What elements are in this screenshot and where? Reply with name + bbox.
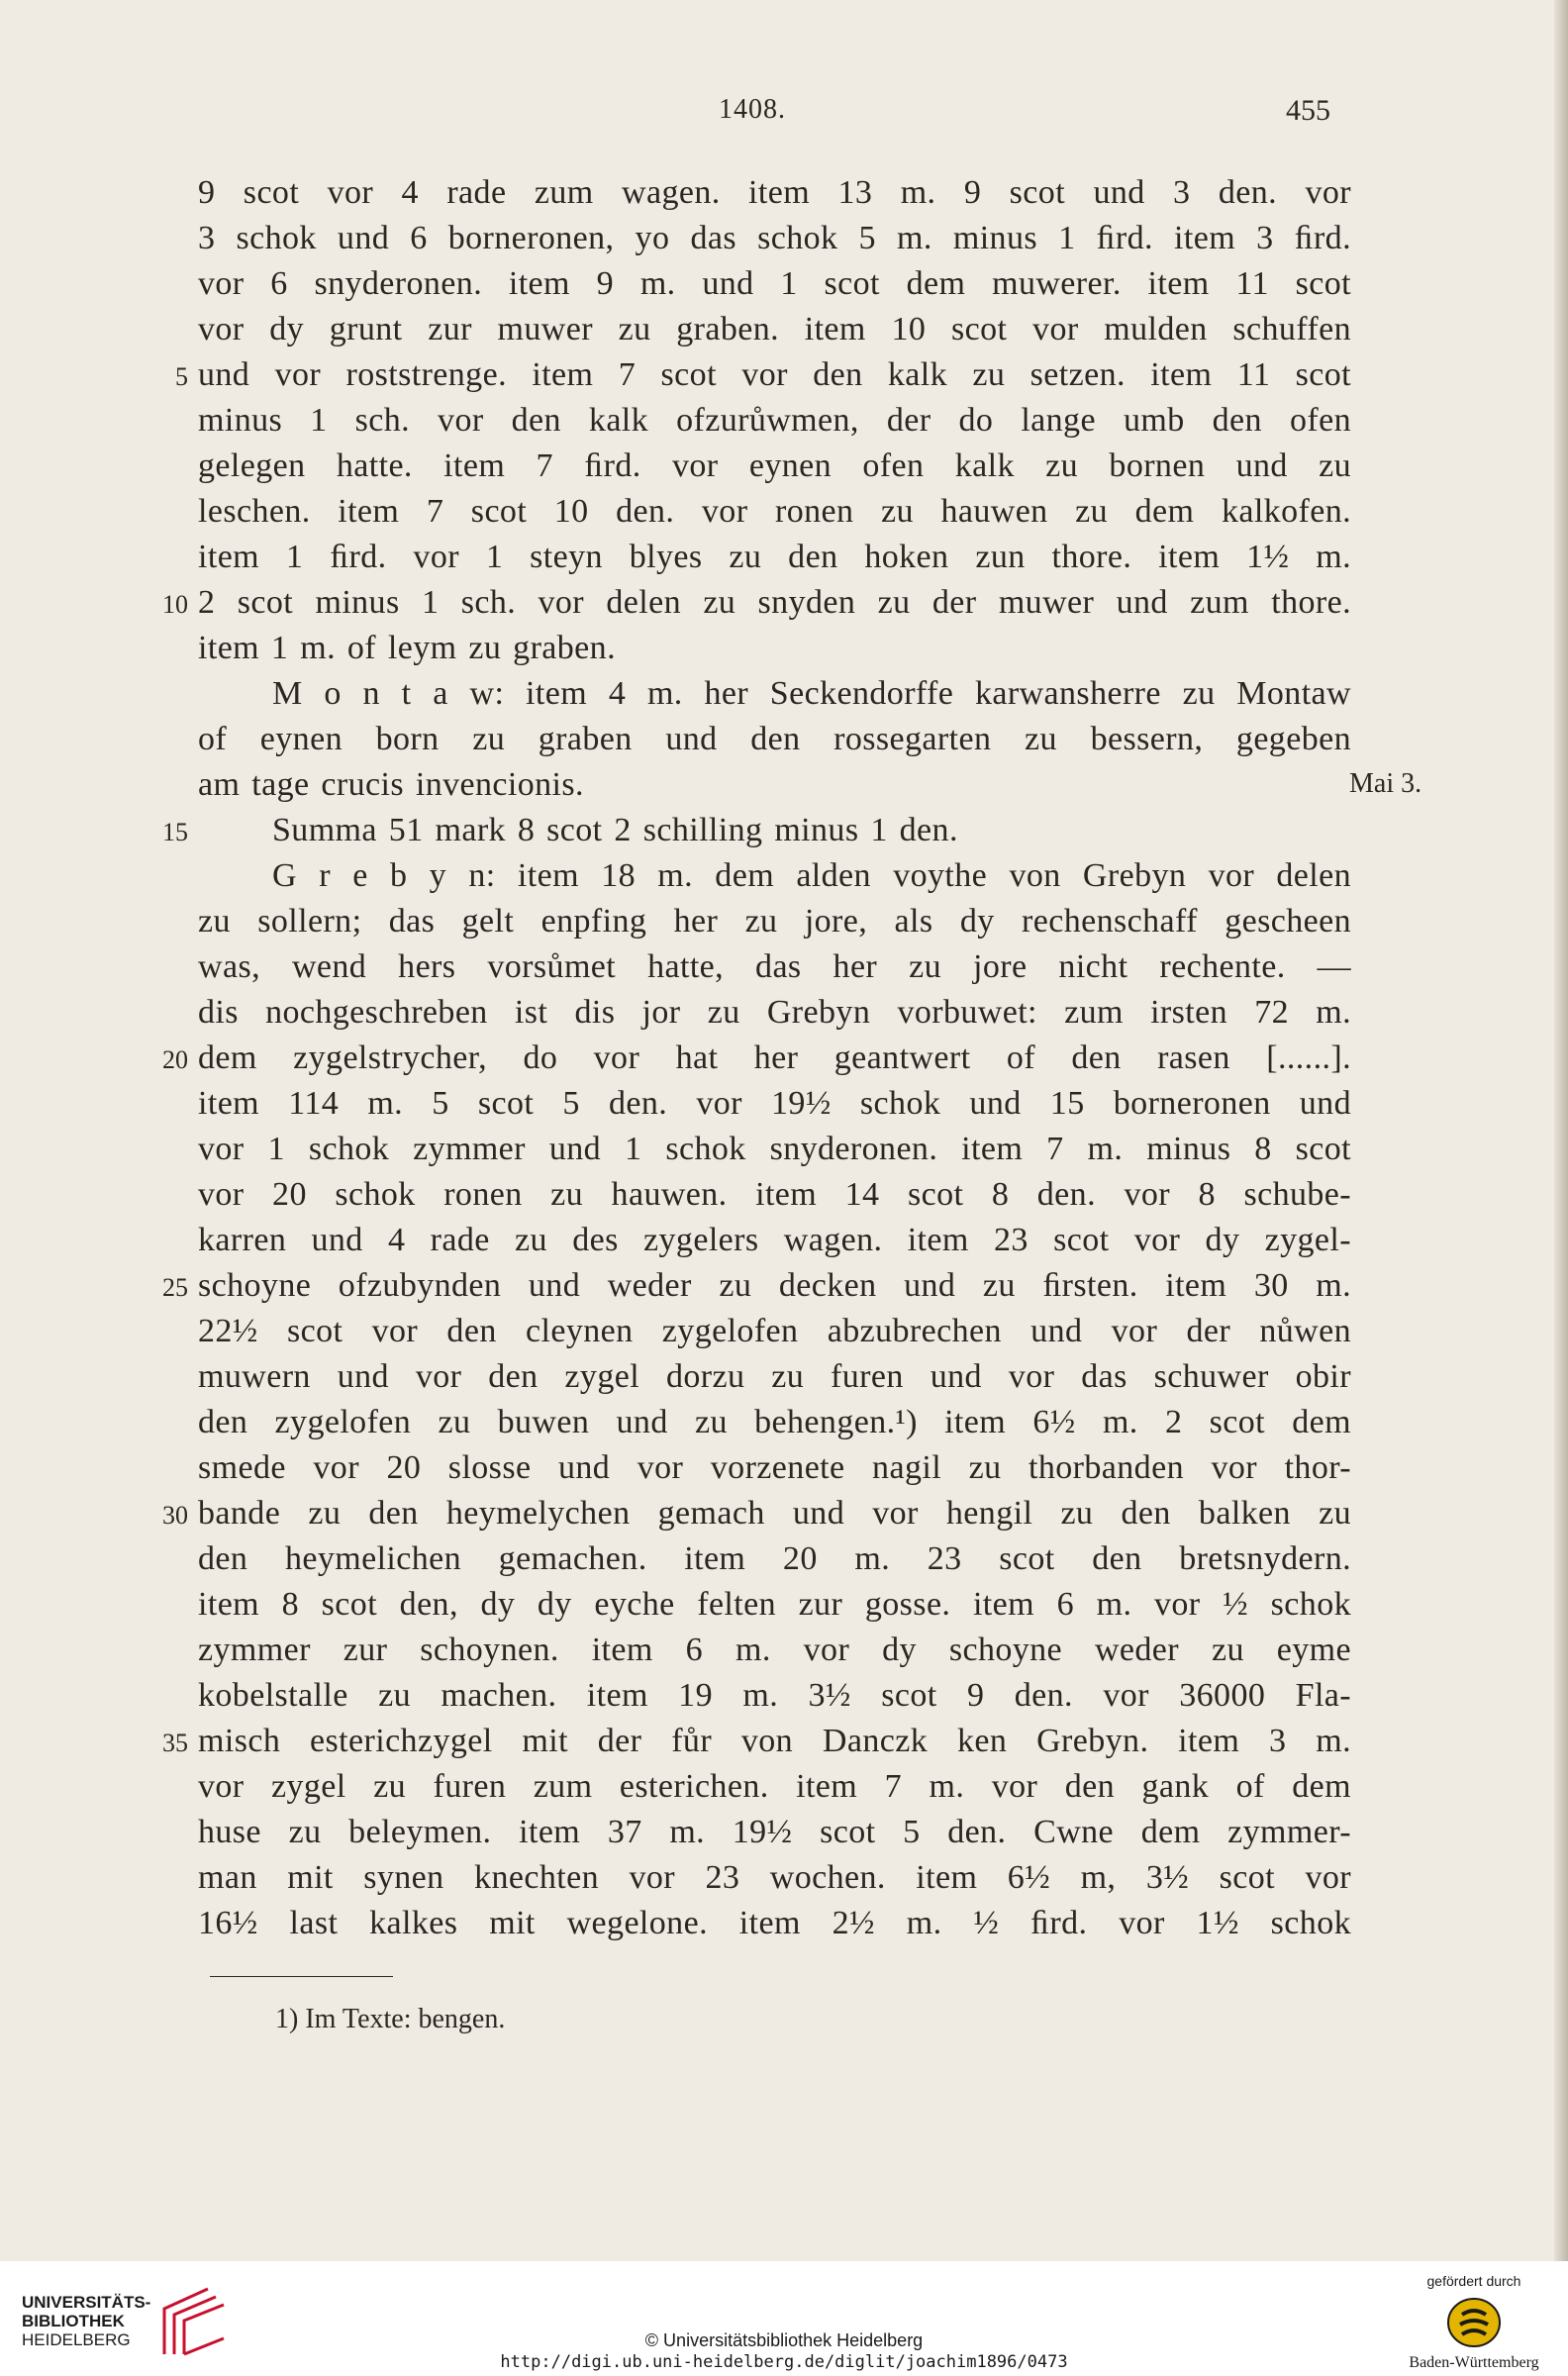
line-text: zymmer zur schoynen. item 6 m. vor dy schoyne weder zu eyme	[198, 1632, 1351, 1668]
line-text: zu sollern; das gelt enpfing her zu jore, als dy rechenschaff gescheen	[198, 903, 1351, 940]
line-text: am tage crucis invencionis.	[198, 766, 584, 803]
text-line	[0, 447, 1568, 493]
text-line	[0, 857, 1568, 903]
line-text: vor 20 schok ronen zu hauwen. item 14 scot 8 den. vor 8 schube-	[198, 1176, 1351, 1213]
text-line	[0, 356, 1568, 402]
line-text: Summa 51 mark 8 scot 2 schilling minus 1 den.	[272, 812, 958, 848]
line-text: muwern und vor den zygel dorzu zu furen und vor das schuwer obir	[198, 1358, 1351, 1395]
text-line	[0, 1313, 1568, 1358]
line-text: misch esterichzygel mit der fůr von Danczk ken Grebyn. item 3 m.	[198, 1723, 1351, 1759]
line-text: was, wend hers vorsůmet hatte, das her zu jore nicht rechente. —	[198, 948, 1351, 985]
line-text: vor 1 schok zymmer und 1 schok snyderonen. item 7 m. minus 8 scot	[198, 1131, 1351, 1167]
line-text: 3 schok und 6 borneronen, yo das schok 5 m. minus 1 ﬁrd. item 3 ﬁrd.	[198, 220, 1351, 256]
line-text: 22½ scot vor den cleynen zygelofen abzubrechen und vor der nůwen	[198, 1313, 1351, 1349]
line-text: M o n t a w: item 4 m. her Seckendorffe karwansherre zu Montaw	[272, 675, 1351, 712]
text-line	[0, 265, 1568, 311]
text-line	[0, 1723, 1568, 1768]
text-line	[0, 675, 1568, 721]
text-line	[0, 539, 1568, 584]
page-number: 455	[1286, 94, 1330, 127]
line-number: 20	[162, 1045, 188, 1074]
line-number: 5	[175, 362, 188, 391]
text-line	[0, 1267, 1568, 1313]
text-line	[0, 766, 1568, 812]
text-line	[0, 402, 1568, 447]
text-line	[0, 1404, 1568, 1449]
margin-note: Mai 3.	[1349, 768, 1422, 799]
text-line	[0, 1586, 1568, 1632]
library-name: UNIVERSITÄTS- BIBLIOTHEK HEIDELBERG	[22, 2293, 151, 2349]
line-text: item 1 m. of leym zu graben.	[198, 630, 616, 666]
line-text: item 8 scot den, dy dy eyche felten zur gosse. item 6 m. vor ½ schok	[198, 1586, 1351, 1623]
line-text: kobelstalle zu machen. item 19 m. 3½ scot 9 den. vor 36000 Fla-	[198, 1677, 1351, 1714]
line-text: und vor roststrenge. item 7 scot vor den kalk zu setzen. item 11 scot	[198, 356, 1351, 393]
text-line	[0, 311, 1568, 356]
copyright-notice: © Universitätsbibliothek Heidelberg	[644, 2330, 924, 2350]
sponsor-caption: gefördert durch	[1426, 2273, 1521, 2289]
text-line	[0, 721, 1568, 766]
line-text: leschen. item 7 scot 10 den. vor ronen zu hauwen zu dem kalkofen.	[198, 493, 1351, 530]
text-line	[0, 1677, 1568, 1723]
line-text: vor dy grunt zur muwer zu graben. item 10 scot vor mulden schuffen	[198, 311, 1351, 347]
permalink[interactable]: http://digi.ub.uni-heidelberg.de/diglit/joachim1896/0473	[500, 2352, 1068, 2372]
text-line	[0, 630, 1568, 675]
text-line	[0, 1222, 1568, 1267]
text-line	[0, 1131, 1568, 1176]
line-text: G r e b y n: item 18 m. dem alden voythe von Grebyn vor delen	[272, 857, 1351, 894]
line-text: bande zu den heymelychen gemach und vor hengil zu den balken zu	[198, 1495, 1351, 1532]
line-text: of eynen born zu graben und den rossegarten zu bessern, gegeben	[198, 721, 1351, 757]
text-line	[0, 1085, 1568, 1131]
text-line	[0, 1632, 1568, 1677]
line-text: schoyne ofzubynden und weder zu decken und zu ﬁrsten. item 30 m.	[198, 1267, 1351, 1304]
line-number: 35	[162, 1729, 188, 1757]
text-line	[0, 1495, 1568, 1540]
line-text: huse zu beleymen. item 37 m. 19½ scot 5 den. Cwne dem zymmer-	[198, 1814, 1351, 1850]
line-text: 9 scot vor 4 rade zum wagen. item 13 m. 9 scot und 3 den. vor	[198, 174, 1351, 211]
line-text: vor zygel zu furen zum esterichen. item 7 m. vor den gank of dem	[198, 1768, 1351, 1805]
text-line	[0, 1859, 1568, 1905]
line-number: 30	[162, 1501, 188, 1530]
text-line	[0, 1540, 1568, 1586]
footnote: 1) Im Texte: bengen.	[275, 2004, 506, 2034]
line-number: 15	[162, 818, 188, 846]
line-text: den zygelofen zu buwen und zu behengen.¹) item 6½ m. 2 scot dem	[198, 1404, 1351, 1440]
line-text: dem zygelstrycher, do vor hat her geantwert of den rasen [......].	[198, 1040, 1351, 1076]
sponsor-name: Baden-Württemberg	[1409, 2354, 1539, 2371]
line-text: item 114 m. 5 scot 5 den. vor 19½ schok und 15 borneronen und	[198, 1085, 1351, 1122]
line-text: man mit synen knechten vor 23 wochen. item 6½ m, 3½ scot vor	[198, 1859, 1351, 1896]
text-line	[0, 948, 1568, 994]
line-text: dis nochgeschreben ist dis jor zu Grebyn vorbuwet: zum irsten 72 m.	[198, 994, 1351, 1031]
line-text: den heymelichen gemachen. item 20 m. 23 scot den bretsnydern.	[198, 1540, 1351, 1577]
text-block	[0, 174, 1568, 1950]
running-head-year: 1408.	[719, 94, 786, 125]
line-text: gelegen hatte. item 7 ﬁrd. vor eynen ofen kalk zu bornen und zu	[198, 447, 1351, 484]
text-line	[0, 1768, 1568, 1814]
text-line	[0, 174, 1568, 220]
line-number: 10	[162, 590, 188, 619]
line-number: 25	[162, 1273, 188, 1302]
footer-bar	[0, 2261, 1568, 2376]
text-line	[0, 1358, 1568, 1404]
text-line	[0, 493, 1568, 539]
text-line	[0, 903, 1568, 948]
text-line	[0, 812, 1568, 857]
text-line	[0, 220, 1568, 265]
footnote-rule	[210, 1976, 393, 1977]
text-line	[0, 1905, 1568, 1950]
line-text: item 1 ﬁrd. vor 1 steyn blyes zu den hoken zun thore. item 1½ m.	[198, 539, 1351, 575]
text-line	[0, 1814, 1568, 1859]
line-text: vor 6 snyderonen. item 9 m. und 1 scot dem muwerer. item 11 scot	[198, 265, 1351, 302]
text-line	[0, 994, 1568, 1040]
text-line	[0, 1176, 1568, 1222]
sponsor-logo[interactable]	[1400, 2273, 1548, 2372]
line-text: minus 1 sch. vor den kalk ofzurůwmen, der do lange umb den ofen	[198, 402, 1351, 439]
line-text: 16½ last kalkes mit wegelone. item 2½ m. ½ ﬁrd. vor 1½ schok	[198, 1905, 1351, 1941]
line-text: karren und 4 rade zu des zygelers wagen. item 23 scot vor dy zygel-	[198, 1222, 1351, 1258]
text-line	[0, 1040, 1568, 1085]
text-line	[0, 584, 1568, 630]
line-text: smede vor 20 slosse und vor vorzenete nagil zu thorbanden vor thor-	[198, 1449, 1351, 1486]
line-text: 2 scot minus 1 sch. vor delen zu snyden zu der muwer und zum thore.	[198, 584, 1351, 621]
text-line	[0, 1449, 1568, 1495]
baden-wuerttemberg-crest-icon	[1444, 2295, 1504, 2350]
